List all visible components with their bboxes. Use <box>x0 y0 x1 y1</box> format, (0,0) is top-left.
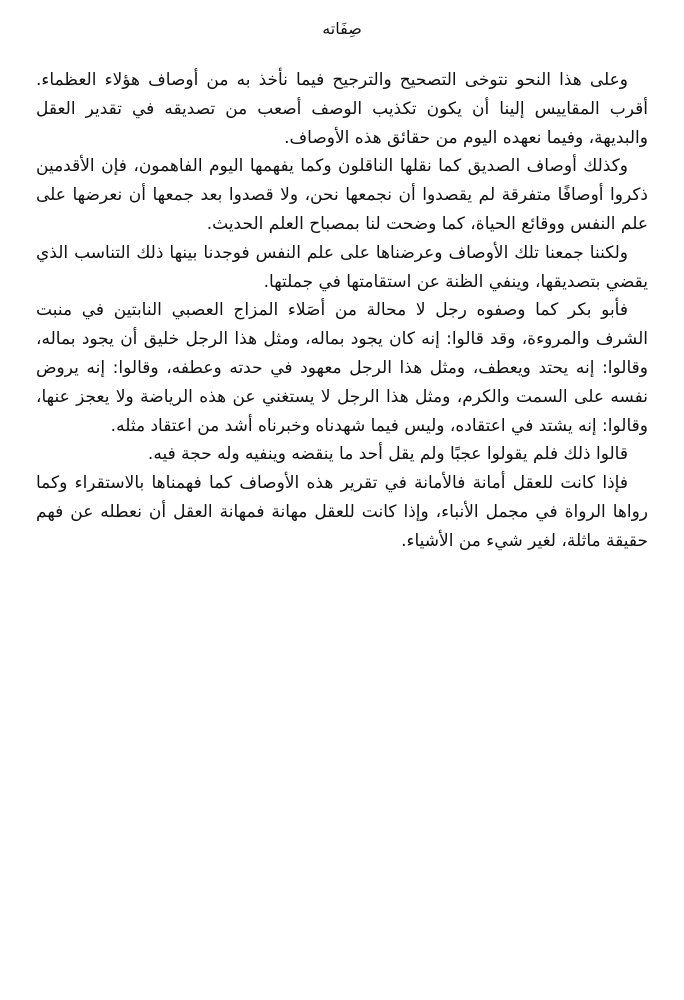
document-page <box>36 0 648 1000</box>
body-text <box>36 66 648 556</box>
running-title: صِفَاته <box>322 19 362 38</box>
paragraph: وكذلك أوصاف الصديق كما نقلها الناقلون وكما يفهمها اليوم الفاهمون، فإن الأقدمين ذكروا أوصافًا متفرقة لم يقصدوا أن نجمعها نحن، ولا قصدوا بعد جمعها أن نعرضها على علم النفس ووقائع الحياة، كما وضحت لنا بمصباح العلم الحديث. <box>36 156 648 234</box>
paragraph: قالوا ذلك فلم يقولوا عجبًا ولم يقل أحد ما ينقضه وينفيه وله حجة فيه. <box>147 444 628 465</box>
paragraph: وعلى هذا النحو نتوخى التصحيح والترجيح فيما نأخذ به من أوصاف هؤلاء العظماء. أقرب المقاييس إلينا أن يكون تكذيب الوصف أصعب من تصديقه في تقدير العقل والبديهة، وفيما نعهده اليوم من حقائق هذه الأوصاف. <box>36 70 648 148</box>
paragraph: ولكننا جمعنا تلك الأوصاف وعرضناها على علم النفس فوجدنا بينها ذلك التناسب الذي يقضي بتصديقها، وينفي الظنة عن استقامتها في جملتها. <box>36 242 648 292</box>
paragraph: فأبو بكر كما وصفوه رجل لا محالة من أصَلاء المزاج العصبي النابتين في منبت الشرف والمروءة، وقد قالوا: إنه كان يجود بماله، ومثل هذا الرجل خليق أن يجود بماله، وقالوا: إنه يحتد ويعطف، ومثل هذا الرجل معهود في حدته وعطفه، وقالوا: إنه يروض نفسه على السمت والكرم، ومثل هذا الرجل لا يستغني عن هذه الرياضة ولا يعجز عنها، وقالوا: إنه يشتد في اعتقاده، وليس فيما شهدناه وخبرناه أشد من اعتقاد مثله. <box>36 300 648 436</box>
paragraph: فإذا كانت للعقل أمانة فالأمانة في تقرير هذه الأوصاف كما فهمناها بالاستقراء وكما رواها الرواة في مجمل الأنباء، وإذا كانت للعقل مهانة فمهانة العقل أن نعطله عن فهم حقيقة ماثلة، لغير شيء من الأشياء. <box>36 473 648 551</box>
